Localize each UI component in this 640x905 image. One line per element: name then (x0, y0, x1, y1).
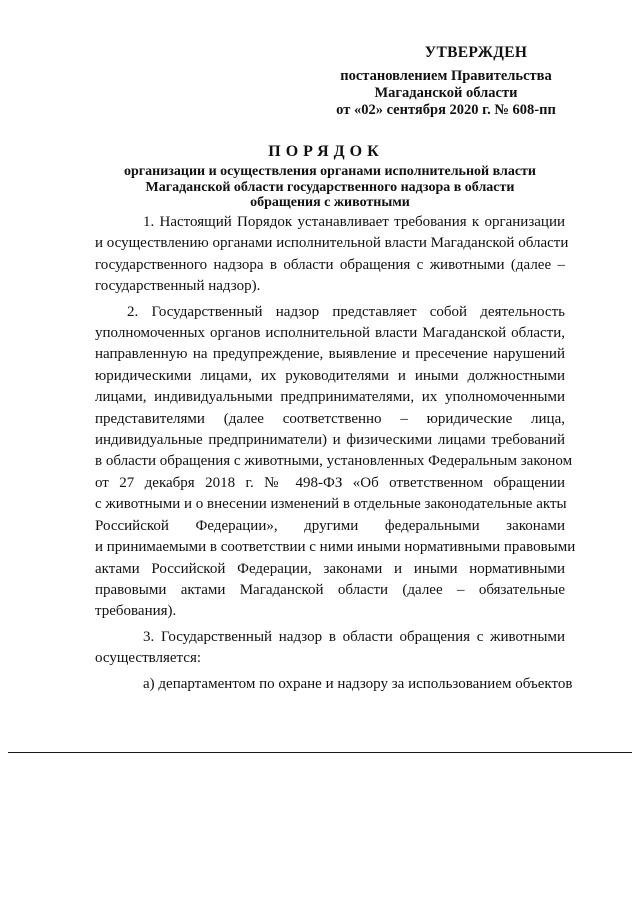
paragraph-line: осуществляется: (95, 650, 202, 667)
approval-line-2: Магаданской области (374, 85, 518, 101)
paragraph-line: 3. Государственный надзор в области обращения с животными (143, 628, 565, 645)
paragraph-4 (95, 674, 573, 695)
document-subtitle (90, 164, 570, 211)
paragraph-line: направленную на предупреждение, выявление и пресечение нарушений (95, 346, 565, 363)
approval-line-3: от «02» сентября 2020 г. № 608-пп (336, 102, 556, 118)
paragraph-line: с животными и о внесении изменений в отдельные законодательные акты (95, 496, 567, 513)
paragraph-line: государственного надзора в области обращения с животными (далее – (95, 256, 565, 273)
paragraph-line: и принимаемыми в соответствии с ними иными нормативными правовыми (95, 539, 576, 556)
paragraph-2 (95, 302, 576, 623)
paragraph-line: от 27 декабря 2018 г. № 498-ФЗ «Об ответственном обращении (95, 474, 565, 491)
paragraph-line: государственный надзор). (95, 278, 261, 295)
approval-stamp (300, 44, 592, 119)
document-body (95, 212, 576, 699)
paragraph-line: и осуществлению органами исполнительной власти Магаданской области (95, 235, 569, 252)
paragraph-line: уполномоченных органов исполнительной власти Магаданской области, (95, 325, 565, 342)
paragraph-3 (95, 627, 565, 670)
approval-line-1: постановлением Правительства (340, 68, 552, 84)
page-divider-line (8, 752, 632, 753)
paragraph-1 (95, 212, 569, 298)
paragraph-line: в области обращения с животными, установленных Федеральным законом (95, 453, 573, 470)
document-title: ПОРЯДОК (268, 143, 384, 160)
paragraph-line: требования). (95, 603, 177, 620)
paragraph-line: представителями (далее соответственно – юридические лица, (95, 410, 565, 427)
paragraph-line: лицами, индивидуальными предпринимателями, их уполномоченными (95, 389, 565, 406)
paragraph-line: правовыми актами Магаданской области (далее – обязательные (95, 581, 565, 598)
paragraph-line: 1. Настоящий Порядок устанавливает требования к организации (143, 214, 565, 230)
subtitle-line-1: организации и осуществления органами исполнительной власти (124, 164, 536, 179)
approved-heading: УТВЕРЖДЕН (424, 44, 528, 61)
paragraph-line: актами Российской Федерации, законами и иными нормативными (95, 560, 565, 577)
paragraph-line: индивидуальные предприниматели) и физическими лицами требований (95, 432, 565, 449)
paragraph-line: юридическими лицами, их руководителями и иными должностными (95, 367, 565, 384)
paragraph-line: Российской Федерации», другими федеральными законами (95, 517, 565, 534)
subtitle-line-2: Магаданской области государственного надзора в области (145, 179, 515, 195)
paragraph-line: 2. Государственный надзор представляет собой деятельность (127, 303, 565, 320)
paragraph-line: а) департаментом по охране и надзору за использованием объектов (143, 675, 573, 692)
subtitle-line-3: обращения с животными (250, 195, 410, 210)
